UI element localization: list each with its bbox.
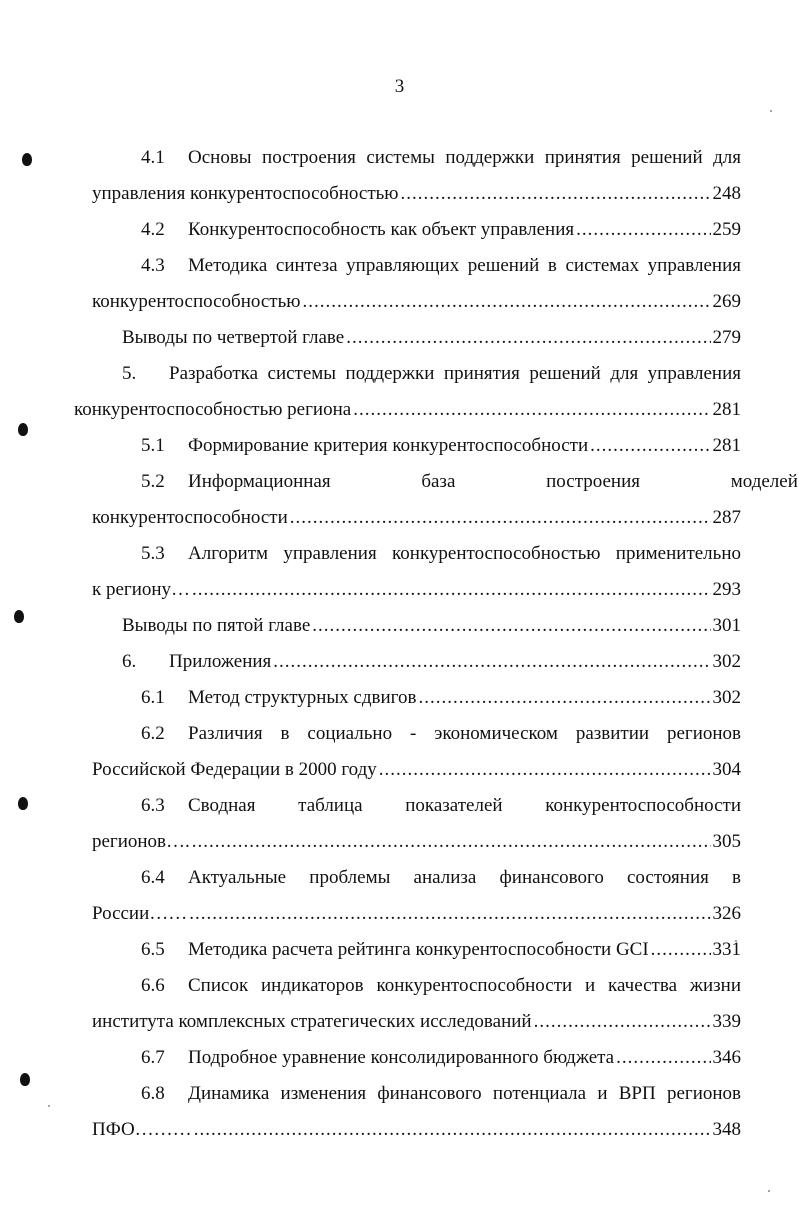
toc-title: Конкурентоспособность как объект управления (188, 219, 575, 240)
punch-hole-mark (22, 153, 32, 166)
toc-title-line2: института комплексных стратегических исследований (92, 1011, 532, 1032)
toc-title-line1: Сводная таблица показателей конкурентоспособности (188, 795, 741, 816)
toc-number: 6.5 (141, 939, 165, 960)
toc-title: Методика расчета рейтинга конкурентоспособности GCI (188, 939, 649, 960)
toc-title-line2: России…… (92, 903, 188, 924)
toc-title-line1: Различия в социально - экономическом развитии регионов (188, 723, 741, 744)
dot-leader (401, 182, 711, 206)
toc-title: Метод структурных сдвигов (188, 687, 417, 708)
toc-page-number: 259 (712, 219, 741, 240)
toc-title: Формирование критерия конкурентоспособности (188, 435, 589, 456)
toc-title-line1: Список индикаторов конкурентоспособности и качества жизни (188, 975, 741, 996)
toc-number: 5.3 (141, 543, 165, 564)
toc-number: 5.2 (141, 471, 165, 492)
dot-leader (192, 578, 710, 602)
toc-number: 6.2 (141, 723, 165, 744)
toc-title-line1: Основы построения системы поддержки принятия решений для (188, 147, 741, 168)
punch-hole-mark (18, 797, 28, 810)
toc-title-line1: Разработка системы поддержки принятия решений для управления (169, 363, 741, 384)
toc-page-number: 279 (712, 327, 741, 348)
speck (48, 1105, 50, 1107)
dot-leader (590, 434, 710, 458)
dot-leader (418, 686, 710, 710)
punch-hole-mark (20, 1073, 30, 1086)
toc-number: 4.1 (141, 147, 165, 168)
toc-page-number: 339 (712, 1011, 741, 1032)
dot-leader (302, 290, 710, 314)
toc-number: 6.4 (141, 867, 165, 888)
speck (768, 1190, 770, 1192)
toc-title-line2: к региону… (92, 579, 191, 600)
dot-leader (273, 650, 710, 674)
toc-page-number: 287 (712, 507, 741, 528)
dot-leader (290, 506, 711, 530)
toc-title-line2: управления конкурентоспособностью (92, 183, 399, 204)
toc-title-line2: ПФО……… (92, 1119, 192, 1140)
toc-title: Выводы по пятой главе (122, 615, 311, 636)
dot-leader (576, 218, 710, 242)
toc-title-line1: Динамика изменения финансового потенциала и ВРП регионов (188, 1083, 741, 1104)
dot-leader (353, 398, 710, 422)
toc-page-number: 301 (712, 615, 741, 636)
dot-leader (651, 938, 711, 962)
toc-page-number: 269 (712, 291, 741, 312)
toc-title-line2: конкурентоспособностью (92, 291, 301, 312)
toc-page-number: 281 (712, 435, 741, 456)
dot-leader (534, 1010, 711, 1034)
toc-title-line1: Методика синтеза управляющих решений в системах управления (188, 255, 741, 276)
toc-title: Выводы по четвертой главе (122, 327, 345, 348)
toc-page-number: 281 (712, 399, 741, 420)
toc-title-line2: конкурентоспособностью региона (74, 399, 352, 420)
dot-leader (312, 614, 710, 638)
punch-hole-mark (14, 610, 24, 623)
toc-page-number: 326 (712, 903, 741, 924)
toc-title: Подробное уравнение консолидированного бюджета (188, 1047, 615, 1068)
page-number: 3 (394, 76, 405, 97)
toc-page-number: 348 (712, 1119, 741, 1140)
toc-number: 6.1 (141, 687, 165, 708)
toc-number: 5.1 (141, 435, 165, 456)
toc-number: 6.8 (141, 1083, 165, 1104)
toc-page-number: 293 (712, 579, 741, 600)
dot-leader (189, 902, 710, 926)
toc-page-number: 248 (712, 183, 741, 204)
toc-title-line1: Алгоритм управления конкурентоспособностью применительно (188, 543, 741, 564)
toc-number: 6.6 (141, 975, 165, 996)
toc-page-number: 302 (712, 651, 741, 672)
toc-page-number: 305 (712, 831, 741, 852)
toc-number: 4.3 (141, 255, 165, 276)
toc-page-number: 346 (712, 1047, 741, 1068)
speck (770, 110, 772, 112)
toc-page-number: 331 (712, 939, 741, 960)
dot-leader (192, 830, 711, 854)
toc-page-number: 302 (712, 687, 741, 708)
dot-leader (194, 1118, 711, 1142)
toc-title-line2: регионов…. (92, 831, 190, 852)
toc-title-line2: Российской Федерации в 2000 году (92, 759, 377, 780)
toc-title-line2: конкурентоспособности (92, 507, 288, 528)
toc-number: 5. (122, 363, 137, 384)
dot-leader (346, 326, 710, 350)
toc-page-number: 304 (712, 759, 741, 780)
toc-number: 6. (122, 651, 137, 672)
punch-hole-mark (18, 423, 28, 436)
dot-leader (379, 758, 711, 782)
toc-title: Приложения (169, 651, 272, 672)
toc-title-line1: Актуальные проблемы анализа финансового состояния в (188, 867, 741, 888)
toc-number: 6.3 (141, 795, 165, 816)
toc-number: 6.7 (141, 1047, 165, 1068)
toc-number: 4.2 (141, 219, 165, 240)
dot-leader (616, 1046, 710, 1070)
toc-title-line1: Информационная база построения моделей (188, 471, 798, 492)
